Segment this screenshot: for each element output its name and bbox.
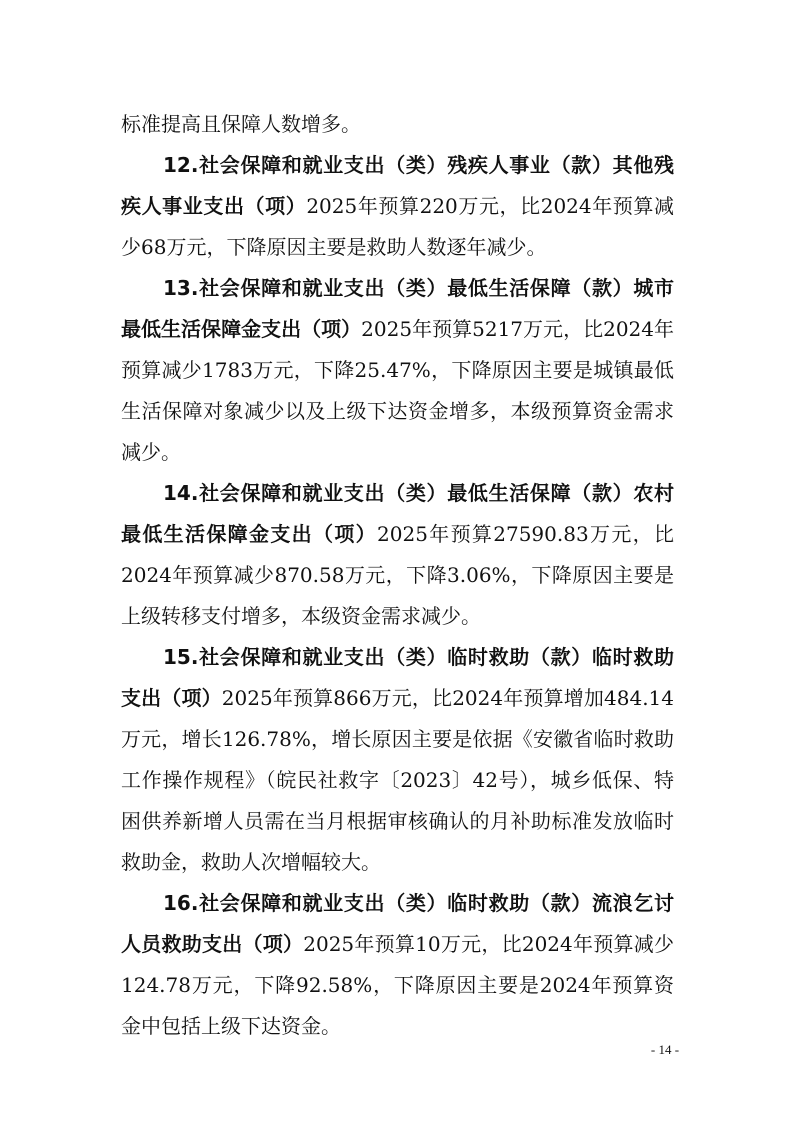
- item-heading: 12.社会保障和就业支出（类）残疾人事业（款）其他残疾人事业支出（项）: [121, 153, 674, 218]
- page-number: - 14 -: [650, 1042, 680, 1057]
- continuation-paragraph: 标准提高且保障人数增多。: [121, 112, 361, 136]
- budget-item-16: [121, 883, 674, 1047]
- item-body: 2025年预算27590.83万元，比2024年预算减少870.58万元，下降3.06%，下降原因主要是上级转移支付增多，本级资金需求减少。: [121, 522, 675, 628]
- item-body: 2025年预算10万元，比2024年预算减少124.78万元，下降92.58%，下降原因主要是2024年预算资金中包括上级下达资金。: [121, 932, 674, 1038]
- item-heading: 14.社会保障和就业支出（类）最低生活保障（款）农村最低生活保障金支出（项）: [121, 481, 674, 546]
- page-content: [121, 104, 674, 1047]
- item-heading: 16.社会保障和就业支出（类）临时救助（款）流浪乞讨人员救助支出（项）: [121, 891, 674, 956]
- item-body: 2025年预算5217万元，比2024年预算减少1783万元，下降25.47%，下降原因主要是城镇最低生活保障对象减少以及上级下达资金增多，本级预算资金需求减少。: [121, 317, 675, 464]
- item-heading: 15.社会保障和就业支出（类）临时救助（款）临时救助支出（项）: [121, 645, 674, 710]
- item-body: 2025年预算866万元，比2024年预算增加484.14万元，增长126.78%，增长原因主要是依据《安徽省临时救助工作操作规程》（皖民社救字〔2023〕42号），城乡低保、特困供养新增人员需在当月根据审核确认的月补助标准发放临时救助金，救助人次增幅较大。: [121, 686, 675, 874]
- budget-item-15: [121, 637, 674, 883]
- item-heading: 13.社会保障和就业支出（类）最低生活保障（款）城市最低生活保障金支出（项）: [121, 276, 674, 341]
- item-body: 2025年预算220万元，比2024年预算减少68万元，下降原因主要是救助人数逐年减少。: [121, 194, 674, 259]
- budget-item-12: [121, 145, 674, 268]
- budget-item-13: [121, 268, 674, 473]
- budget-item-14: [121, 473, 674, 637]
